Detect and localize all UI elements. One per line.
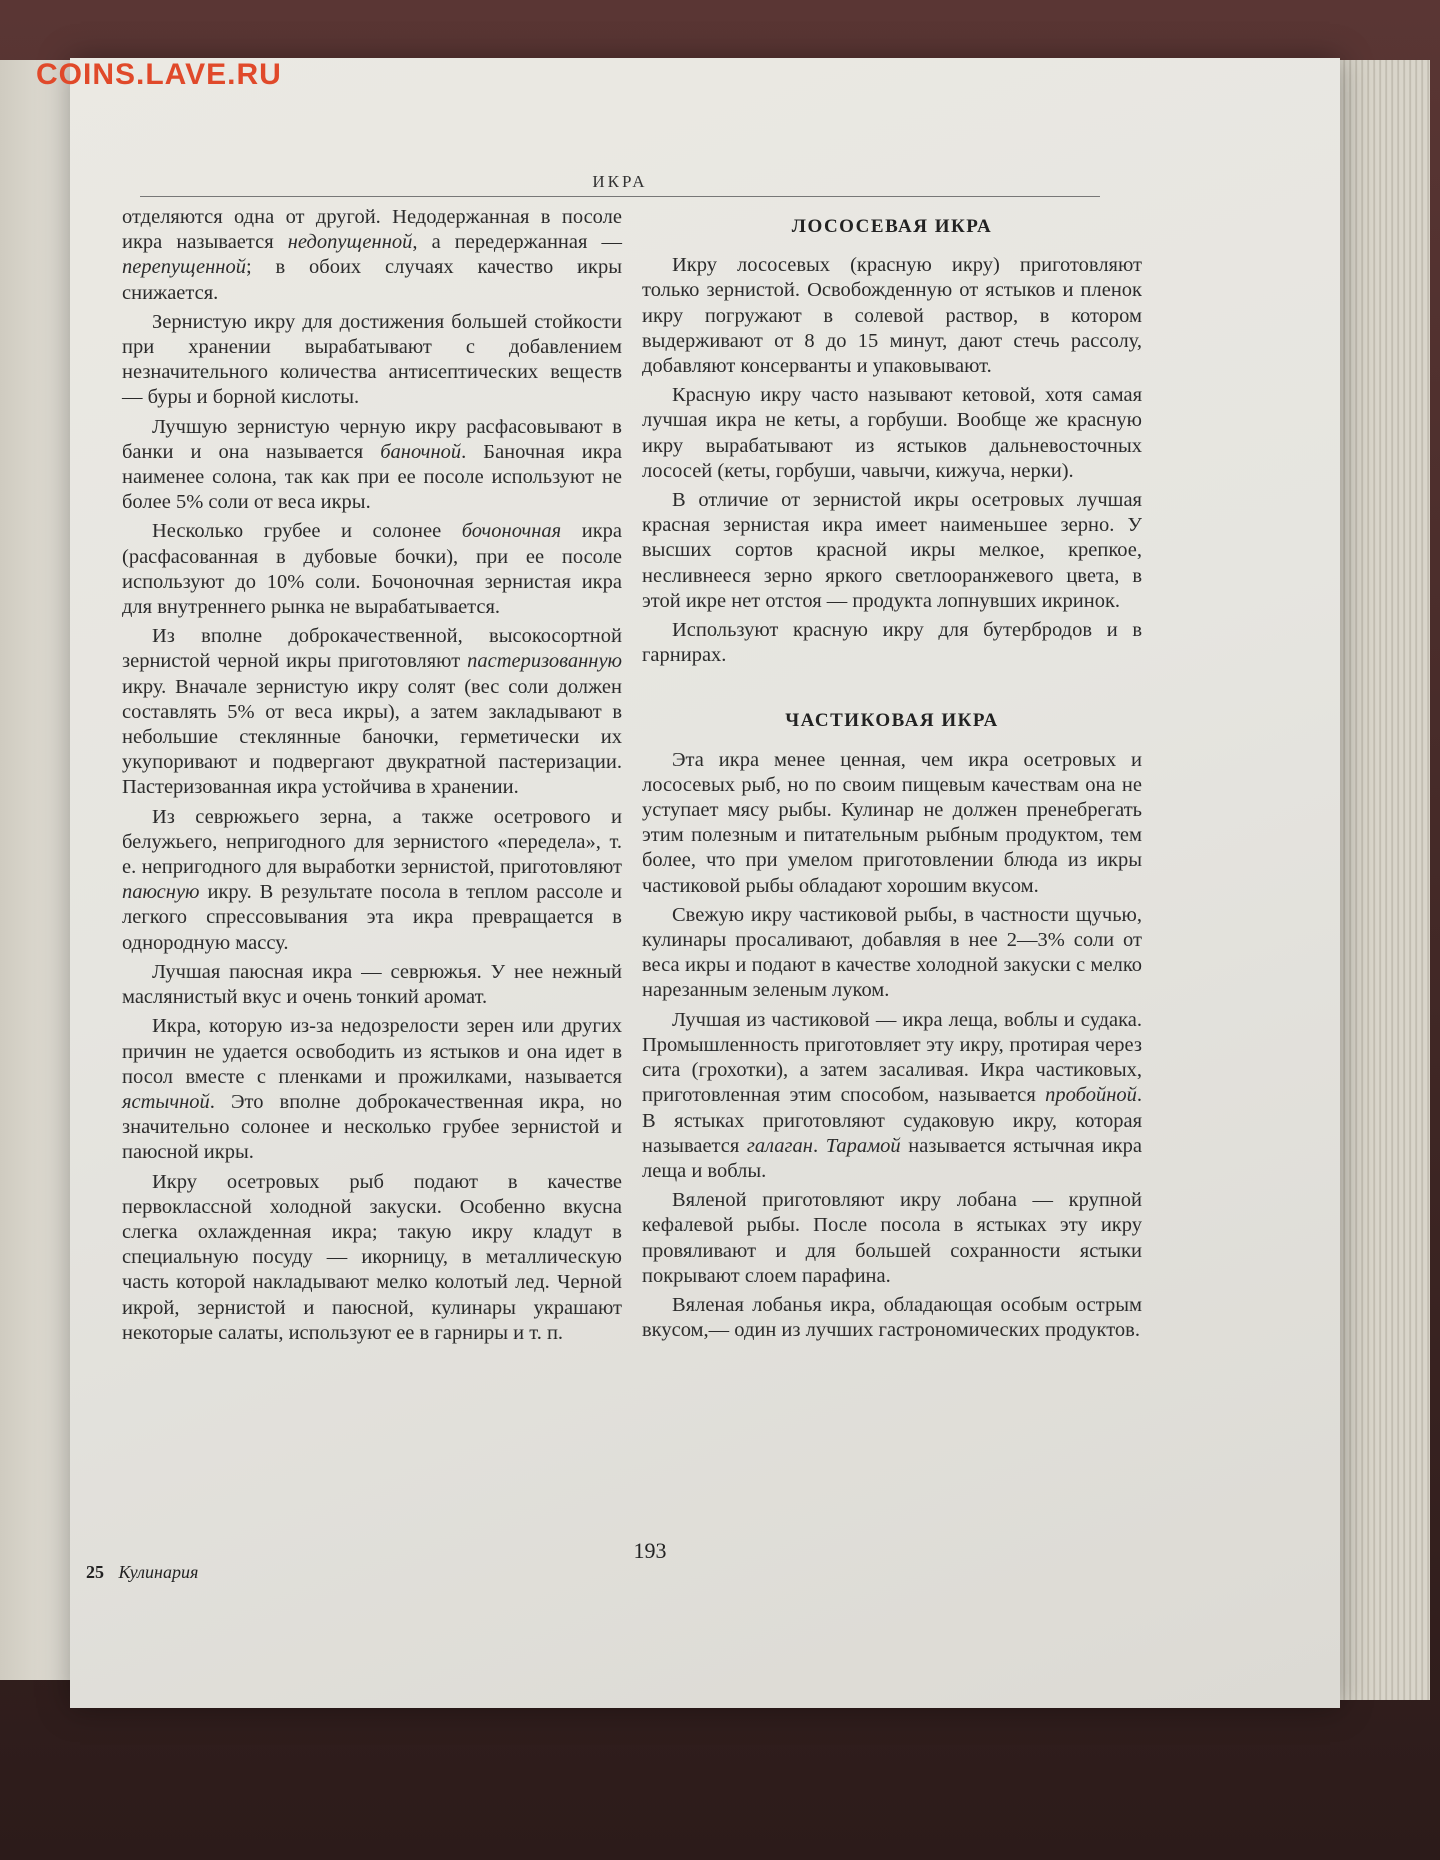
paragraph: Лучшую зернистую черную икру расфасовывают в банки и она называется баночной. Баночная икра наименее солона, так как при ее посоле используют не более 5% соли от веса икры. — [122, 415, 622, 514]
signature-name: Кулинария — [118, 1562, 199, 1582]
paragraph: Вяленой приготовляют икру лобана — крупной кефалевой рыбы. После посола в ястыках эту икру провяливают и для большей сохранности ястыки покрывают слоем парафина. — [642, 1189, 1142, 1287]
paragraph: Икра, которую из-за недозрелости зерен или других причин не удается освободить из ястыков и она идет в посол вместе с пленками и прожилками, называется ястычной. Это вполне доброкачественная икра, но значительно солонее и несколько грубее зернистой и паюсной икры. — [122, 1015, 622, 1164]
paragraph: Свежую икру частиковой рыбы, в частности щучью, кулинары просаливают, добавляя в нее 2—3% соли от веса икры и подают в качестве холодной закуски с мелко нарезанным зеленым луком. — [642, 903, 1142, 1002]
paragraph: Лучшая паюсная икра — севрюжья. У нее нежный маслянистый вкус и очень тонкий аромат. — [122, 960, 622, 1009]
paragraph: Из вполне доброкачественной, высокосортной зернистой черной икры приготовляют пастеризованную икру. Вначале зернистую икру солят (вес соли должен составлять 5% от веса икры), а затем закладывают в небольшие стеклянные баночки, герметически их укупоривают и подвергают двукратной пастеризации. Пастеризованная икра устойчива в хранении. — [122, 625, 623, 799]
section-heading: ЛОСОСЕВАЯ ИКРА — [791, 216, 993, 237]
paragraph: Используют красную икру для бутербродов и в гарнирах. — [642, 619, 1142, 667]
watermark: COINS.LAVE.RU — [36, 58, 282, 91]
paragraph: Лучшая из частиковой — икра леща, воблы и судака. Промышленность приготовляет эту икру, протирая через сита (грохотки), а затем засаливая. Икра частиковых, приготовленная этим способом, называется пробойной. В ястыках приготовляют судаковую икру, которая называется галаган. Тарамой называется ястычная икра леща и воблы. — [642, 1008, 1143, 1182]
right-column — [642, 210, 1142, 1347]
paragraph: Красную икру часто называют кетовой, хотя самая лучшая икра не кеты, а горбуши. Вообще же красную икру вырабатывают из ястыков дальневосточных лососей (кеты, горбуши, чавычи, кижуча, нерки). — [642, 384, 1142, 482]
section-heading: ЧАСТИКОВАЯ ИКРА — [785, 710, 999, 732]
paragraph: отделяются одна от другой. Недодержанная в посоле икра называется недопущенной, а передержанная — перепущенной; в обоих случаях качество икры снижается. — [122, 206, 622, 304]
running-head: ИКРА — [592, 172, 648, 191]
signature-mark — [86, 1562, 198, 1583]
header-rule — [140, 196, 1100, 197]
paragraph: В отличие от зернистой икры осетровых лучшая красная зернистая икра имеет наименьшее зерно. У высших сортов красной икры мелкое, крепкое, несливнееся зерно яркого светлооранжевого цвета, в этой икре нет отстоя — продукта лопнувших икринок. — [642, 489, 1142, 612]
page-number: 193 — [633, 1538, 667, 1563]
paragraph: Икру осетровых рыб подают в качестве первоклассной холодной закуски. Особенно вкусна слегка охлажденная икра; такую икру кладут в специальную посуду — икорницу, в металлическую часть которой накладывают мелко колотый лед. Черной икрой, зернистой и паюсной, кулинары украшают некоторые салаты, используют ее в гарниры и т. п. — [122, 1170, 622, 1344]
paragraph: Из севрюжьего зерна, а также осетрового и белужьего, непригодного для зернистого «передела», т. е. непригодного для выработки зернистой, приготовляют паюсную икру. В результате посола в теплом рассоле и легкого спрессовывания эта икра превращается в однородную массу. — [122, 805, 623, 954]
paragraph: Несколько грубее и солонее бочоночная икра (расфасованная в дубовые бочки), при ее посоле используют до 10% соли. Бочоночная зернистая икра для внутреннего рынка не вырабатывается. — [122, 520, 623, 619]
paragraph: Зернистую икру для достижения большей стойкости при хранении вырабатывают с добавлением незначительного количества антисептических веществ — буры и борной кислоты. — [122, 310, 622, 409]
signature-number: 25 — [86, 1562, 104, 1582]
paragraph: Икру лососевых (красную икру) приготовляют только зернистой. Освобожденную от ястыков и пленок икру погружают в солевой раствор, в котором выдерживают от 8 до 15 минут, дают стечь рассолу, добавляют консерванты и упаковывают. — [642, 254, 1142, 378]
paragraph: Эта икра менее ценная, чем икра осетровых и лососевых рыб, но по своим пищевым качествам она не уступает мясу рыбы. Кулинар не должен пренебрегать этим полезным и питательным рыбным продуктом, тем более, что при умелом приготовлении блюда из икры частиковой рыбы обладают хорошим вкусом. — [642, 748, 1142, 897]
paragraph: Вяленая лобанья икра, обладающая особым острым вкусом,— один из лучших гастрономических продуктов. — [642, 1293, 1142, 1342]
left-column — [122, 205, 622, 1350]
